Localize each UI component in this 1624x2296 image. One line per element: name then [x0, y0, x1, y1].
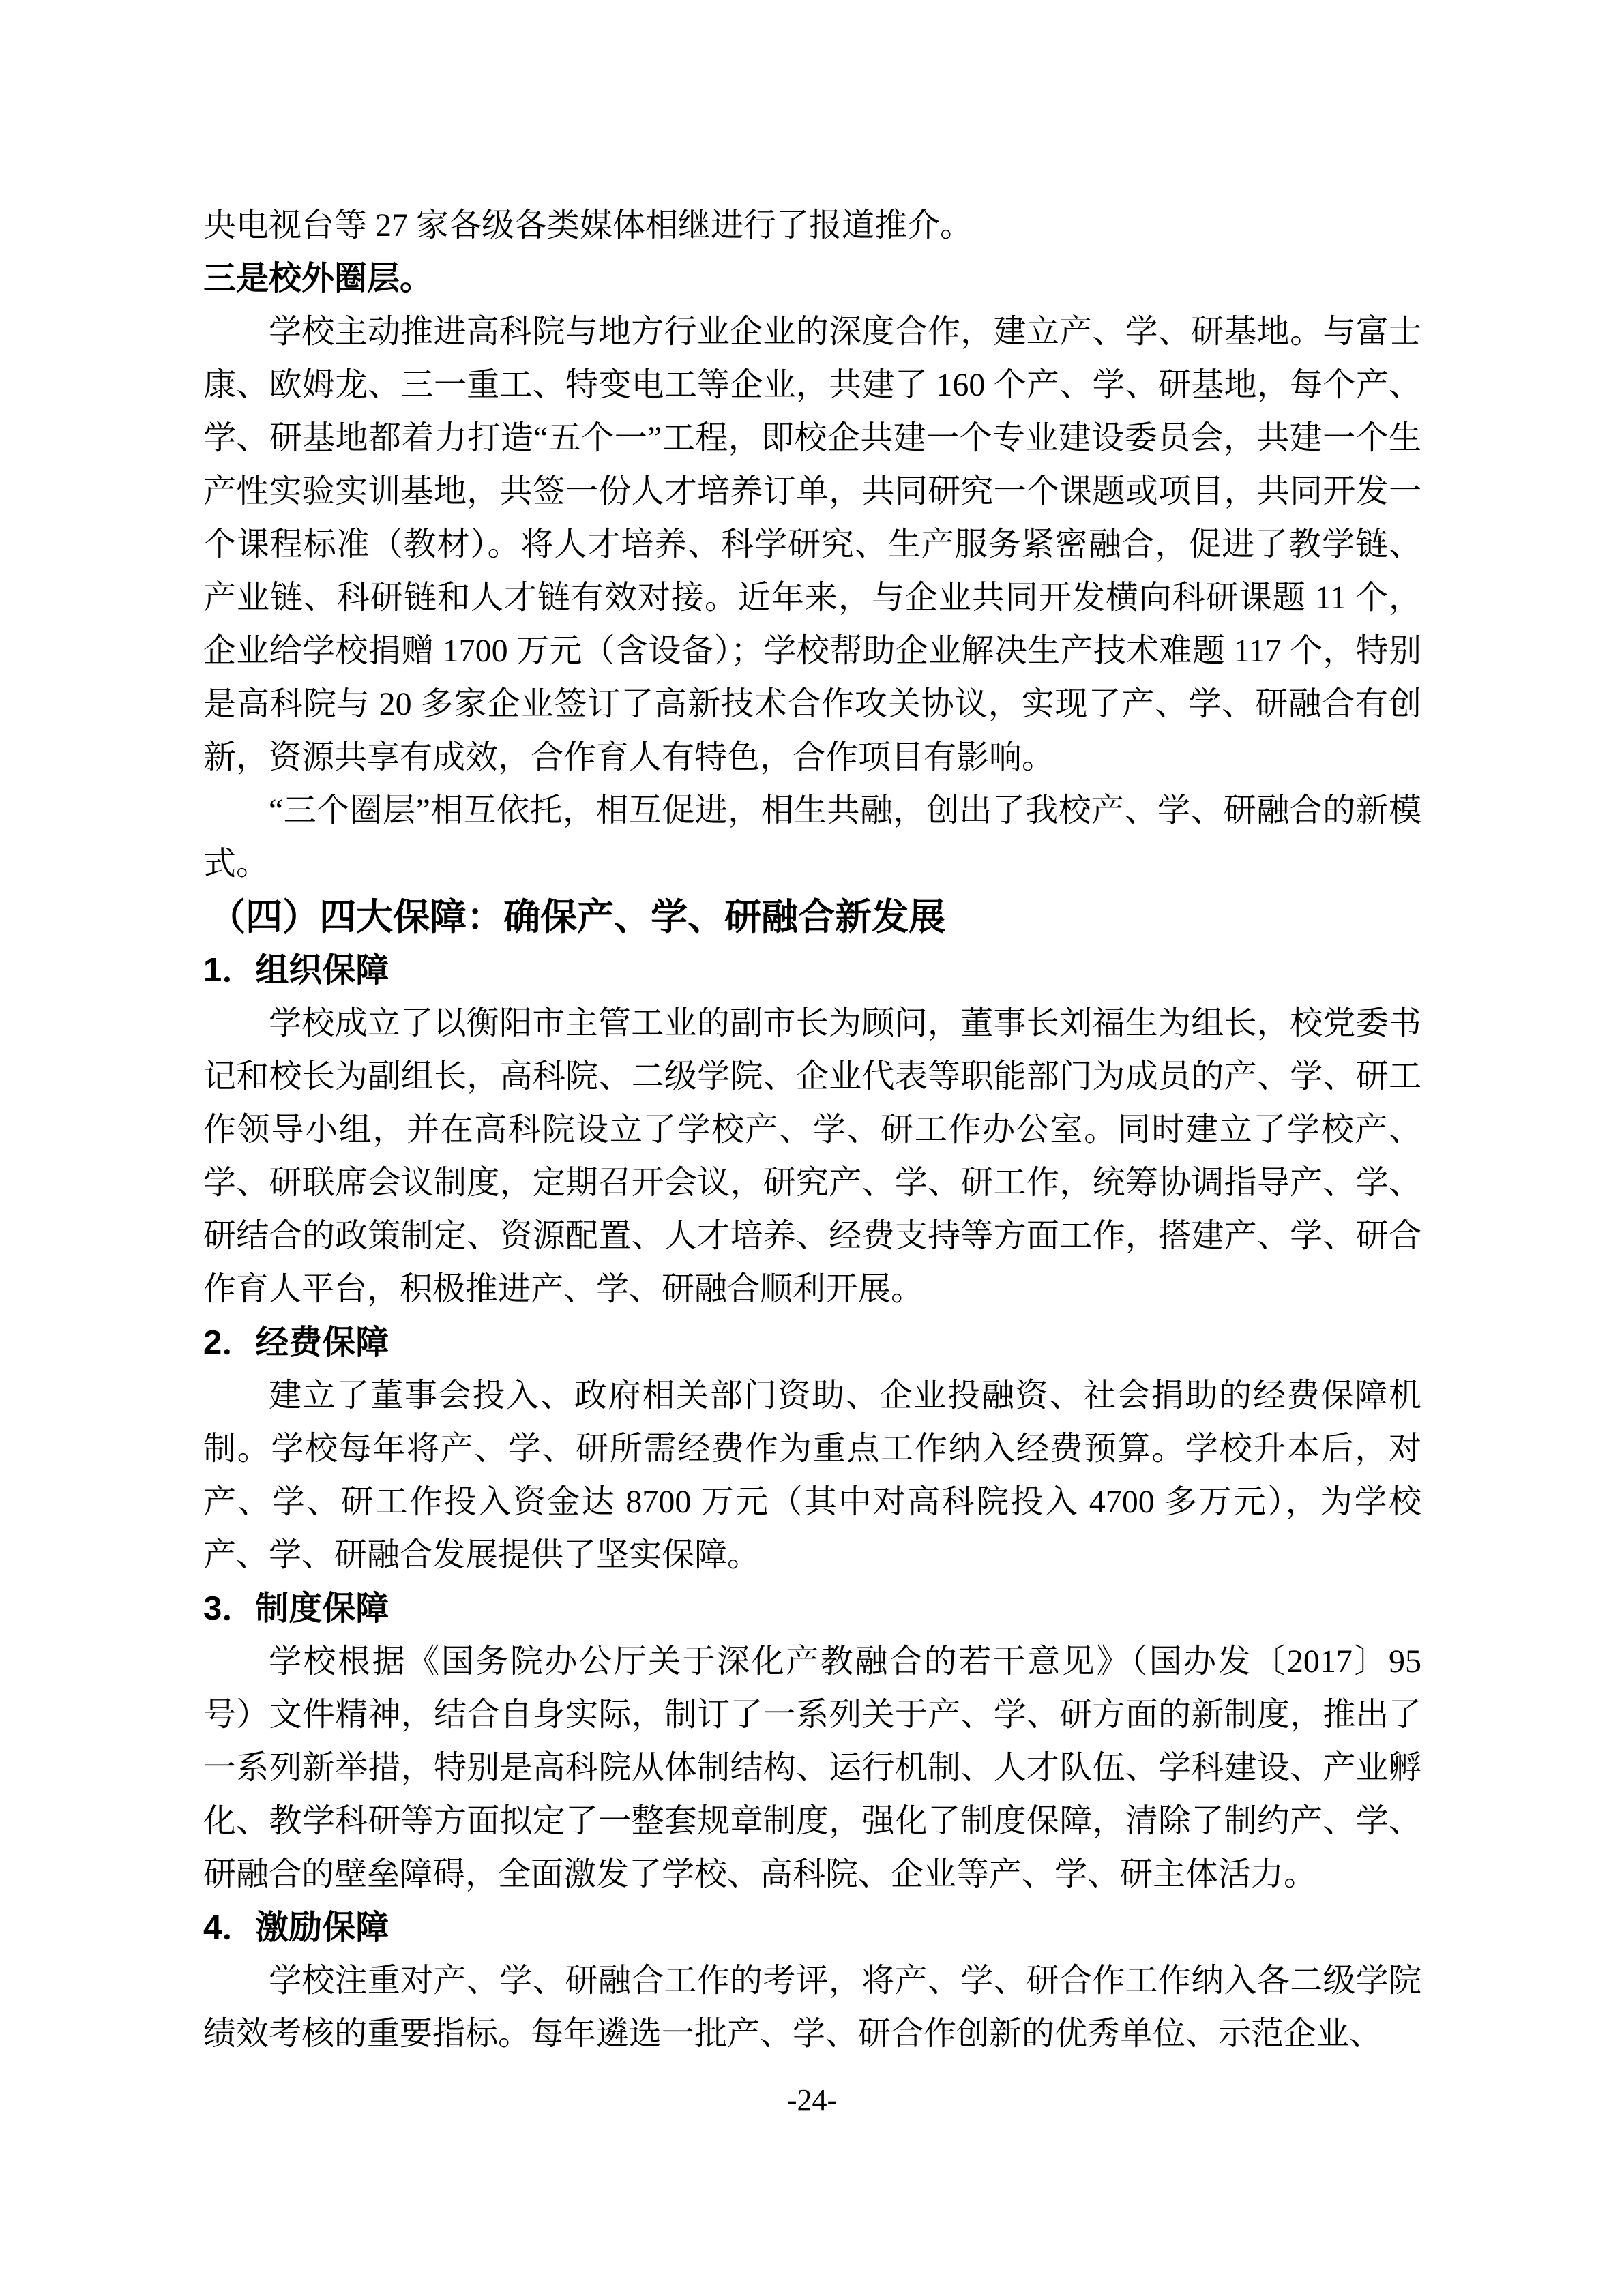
subsection-heading-funding-guarantee: 2．经费保障 — [203, 1324, 389, 1361]
paragraph-funding-guarantee: 建立了董事会投入、政府相关部门资助、企业投融资、社会捐助的经费保障机制。学校每年将产、学、研所需经费作为重点工作纳入经费预算。学校升本后，对产、学、研工作投入资金达 8700 万元（其中对高科院投入 4700 多万元），为学校产、学、研融合发展提供了坚实保障。 — [203, 1377, 1421, 1573]
paragraph-outer-circle: 学校主动推进高科院与地方行业企业的深度合作，建立产、学、研基地。与富士康、欧姆龙、三一重工、特变电工等企业，共建了 160 个产、学、研基地，每个产、学、研基地都着力打造“五个一”工程，即校企共建一个专业建设委员会，共建一个生产性实验实训基地，共签一份人才培养订单，共同研究一个课题或项目，共同开发一个课程标准（教材）。将人才培养、科学研究、生产服务紧密融合，促进了教学链、产业链、科研链和人才链有效对接。近年来，与企业共同开发横向科研课题 11 个，企业给学校捐赠 1700 万元（含设备）；学校帮助企业解决生产技术难题 117 个，特别是高科院与 20 多家企业签订了高新技术合作攻关协议，实现了产、学、研融合有创新，资源共享有成效，合作育人有特色，合作项目有影响。 — [203, 314, 1421, 775]
paragraph-incentive-guarantee: 学校注重对产、学、研融合工作的考评，将产、学、研合作工作纳入各二级学院绩效考核的重要指标。每年遴选一批产、学、研合作创新的优秀单位、示范企业、 — [203, 1963, 1421, 2052]
paragraph-three-circles: “三个圈层”相互依托，相互促进，相生共融，创出了我校产、学、研融合的新模式。 — [203, 792, 1421, 882]
page-number: -24- — [786, 2083, 838, 2117]
paragraph-institutional-guarantee: 学校根据《国务院办公厅关于深化产教融合的若干意见》（国办发〔2017〕95 号）文件精神，结合自身实际，制订了一系列关于产、学、研方面的新制度，推出了一系列新举措，特别是高科院从体制结构、运行机制、人才队伍、学科建设、产业孵化、教学科研等方面拟定了一整套规章制度，强化了制度保障，清除了制约产、学、研融合的壁垒障碍，全面激发了学校、高科院、企业等产、学、研主体活力。 — [203, 1643, 1421, 1892]
section-heading-four-guarantees: （四）四大保障：确保产、学、研融合新发展 — [209, 897, 946, 938]
paragraph-continuation: 央电视台等 27 家各级各类媒体相继进行了报道推介。 — [203, 207, 973, 243]
subsection-heading-incentive-guarantee: 4．激励保障 — [203, 1909, 389, 1946]
page-body-text — [203, 199, 1421, 2061]
paragraph-organizational-guarantee: 学校成立了以衡阳市主管工业的副市长为顾问，董事长刘福生为组长，校党委书记和校长为副组长，高科院、二级学院、企业代表等职能部门为成员的产、学、研工作领导小组，并在高科院设立了学校产、学、研工作办公室。同时建立了学校产、学、研联席会议制度，定期召开会议，研究产、学、研工作，统筹协调指导产、学、研结合的政策制定、资源配置、人才培养、经费支持等方面工作，搭建产、学、研合作育人平台，积极推进产、学、研融合顺利开展。 — [203, 1005, 1421, 1307]
inline-heading-campus-outer-circle: 三是校外圈层。 — [203, 260, 433, 297]
subsection-heading-organizational-guarantee: 1．组织保障 — [203, 952, 389, 989]
subsection-heading-institutional-guarantee: 3．制度保障 — [203, 1590, 389, 1627]
